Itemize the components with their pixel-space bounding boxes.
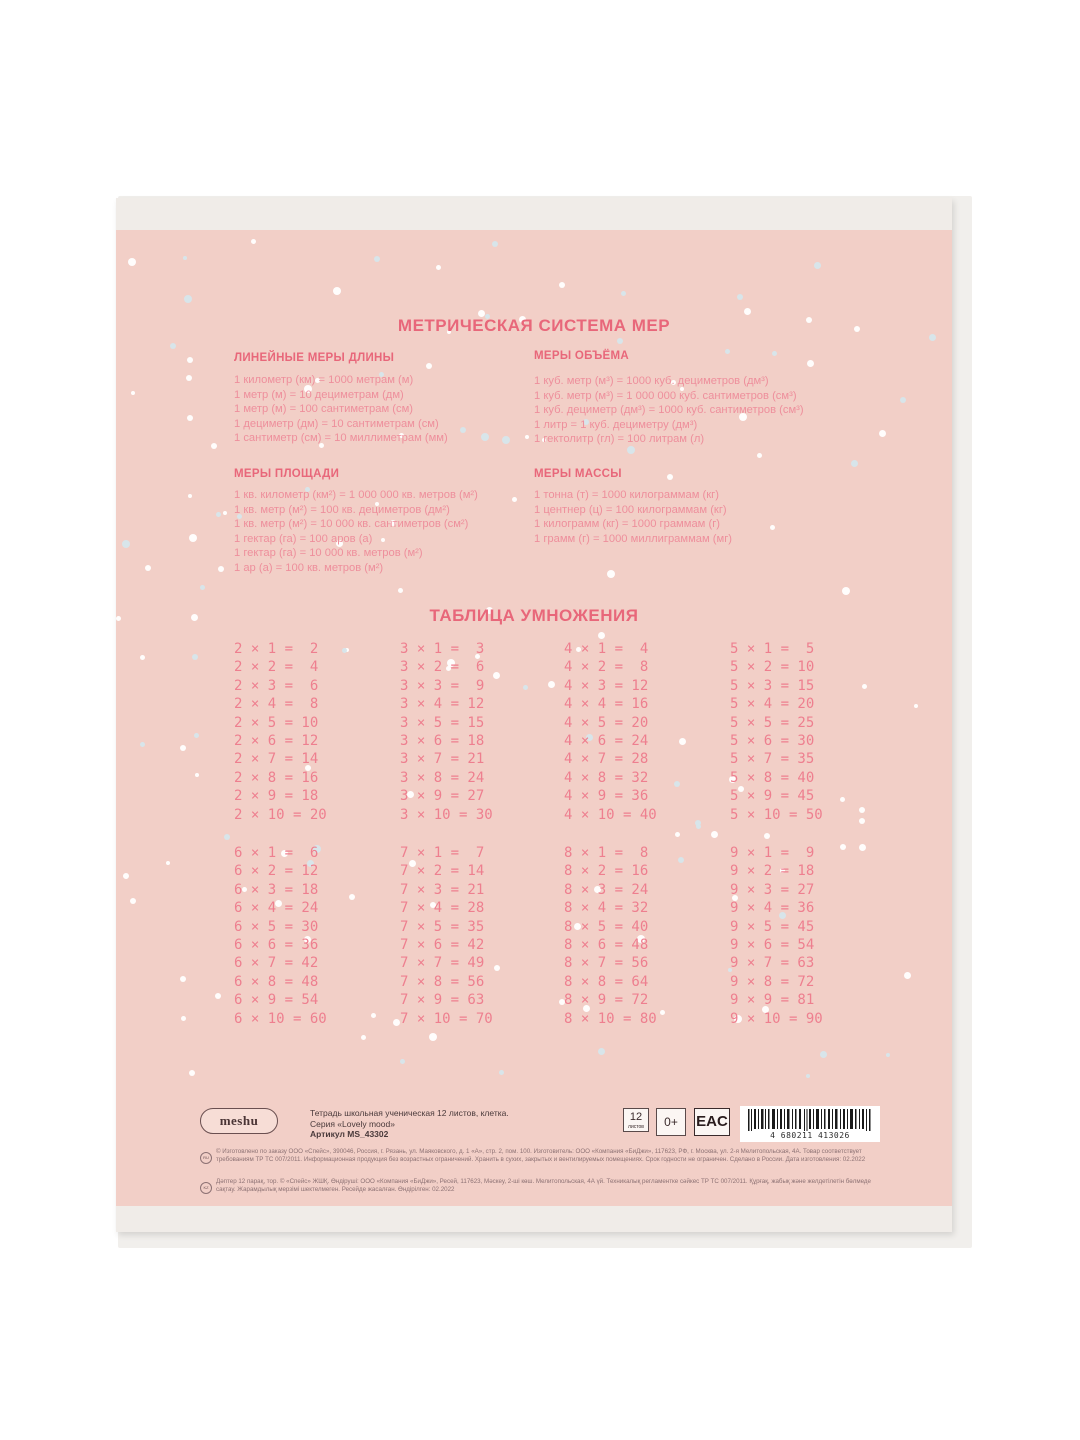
multiplication-row: 6 × 5 = 30 [234, 918, 319, 935]
ru-language-badge: RU [200, 1152, 212, 1164]
multiplication-row: 8 × 6 = 48 [564, 937, 649, 954]
snow-dot [859, 807, 865, 813]
multiplication-row: 7 × 9 = 63 [400, 992, 485, 1009]
multiplication-row: 4 × 5 = 20 [564, 714, 649, 731]
snow-dot [770, 525, 775, 530]
snow-dot [460, 427, 466, 433]
snow-dot [820, 1051, 827, 1058]
area-measure-line: 1 кв. метр (м²) = 10 000 кв. сантиметров (см²) [234, 518, 469, 531]
snow-dot [667, 474, 673, 480]
area-measure-line: 1 ар (а) = 100 кв. метров (м²) [234, 561, 384, 574]
brand-logo [200, 1108, 278, 1134]
multiplication-row: 6 × 9 = 54 [234, 992, 319, 1009]
multiplication-row: 2 × 9 = 18 [234, 788, 319, 805]
multiplication-row: 8 × 7 = 56 [564, 955, 649, 972]
volume-measure-line: 1 куб. метр (м³) = 1000 куб. дециметров (дм³) [534, 375, 769, 387]
snow-dot [361, 1035, 366, 1040]
mass-measure-line: 1 килограмм (кг) = 1000 граммам (г) [534, 518, 720, 531]
snow-dot [859, 818, 865, 824]
mass-measure-line: 1 центнер (ц) = 100 килограммам (кг) [534, 503, 727, 516]
multiplication-row: 8 × 8 = 64 [564, 973, 649, 990]
notebook-back-cover [116, 198, 952, 1232]
product-series: Серия «Lovely mood» [310, 1118, 395, 1129]
multiplication-row: 9 × 10 = 90 [730, 1010, 823, 1027]
area-measure-line: 1 гектар (га) = 100 аров (а) [234, 532, 373, 545]
multiplication-row: 2 × 6 = 12 [234, 733, 319, 750]
snow-dot [559, 282, 565, 288]
multiplication-row: 7 × 10 = 70 [400, 1010, 493, 1027]
snow-dot [674, 781, 680, 787]
multiplication-row: 3 × 6 = 18 [400, 733, 485, 750]
barcode-bars-icon [748, 1109, 872, 1131]
product-info [310, 1108, 509, 1140]
barcode-number: 4 680211 413026 [770, 1131, 850, 1140]
brand-logo-text: meshu [219, 1113, 259, 1128]
snow-dot [607, 570, 615, 578]
snow-dot [180, 976, 186, 982]
multiplication-row: 7 × 4 = 28 [400, 900, 485, 917]
multiplication-row: 3 × 9 = 27 [400, 788, 485, 805]
multiplication-row: 2 × 3 = 6 [234, 677, 319, 694]
sheet-count-badge [623, 1108, 649, 1132]
area-measure-line: 1 кв. километр (км²) = 1 000 000 кв. метров (м²) [234, 489, 478, 501]
multiplication-column-4 [564, 640, 657, 824]
area-measures-title: МЕРЫ ПЛОЩАДИ [234, 468, 340, 480]
multiplication-column-2 [234, 640, 327, 824]
ru-legal-text: © Изготовлено по заказу ООО «Спейс», 390046, Россия, г. Рязань, ул. Маяковского, д. 1 «А», стр. 2, пом. 100. Изготовитель: ООО «Компания «БиДжи», 117623, РФ, г. Москва, ул. 2-я Мелитопольская, 4А. Товар соответствует требованиям ТР ТС 007/2011. Информационная продукция без возрастных ограничений. Хранить в сухих, закрытых и вентилируемых помещениях. Срок годности не ограничен. Сделано в России. Дата изготовления: 02.2022 [216, 1148, 866, 1163]
multiplication-row: 2 × 4 = 8 [234, 696, 319, 713]
snow-dot [122, 540, 130, 548]
snow-dot [128, 258, 136, 266]
snow-dot [499, 1070, 504, 1075]
multiplication-row: 9 × 4 = 36 [730, 900, 815, 917]
snow-dot [130, 898, 136, 904]
snow-dot [170, 343, 176, 349]
snow-dot [187, 357, 193, 363]
multiplication-table-title: ТАБЛИЦА УМНОЖЕНИЯ [429, 606, 639, 625]
multiplication-row: 7 × 3 = 21 [400, 881, 485, 898]
multiplication-row: 6 × 4 = 24 [234, 900, 319, 917]
snow-dot [492, 241, 498, 247]
snow-dot [218, 566, 224, 572]
snow-dot [675, 832, 680, 837]
snow-dot [189, 534, 197, 542]
snow-dot [215, 993, 221, 999]
snow-dot [523, 685, 528, 690]
snow-dot [678, 857, 684, 863]
multiplication-row: 6 × 10 = 60 [234, 1010, 327, 1027]
linear-measure-line: 1 метр (м) = 10 дециметрам (дм) [234, 388, 404, 401]
snow-dot [904, 972, 911, 979]
multiplication-row: 9 × 7 = 63 [730, 955, 815, 972]
multiplication-row: 6 × 8 = 48 [234, 973, 319, 990]
multiplication-row: 2 × 8 = 16 [234, 769, 319, 786]
snow-dot [251, 239, 256, 244]
multiplication-row: 2 × 10 = 20 [234, 806, 327, 823]
snow-dot [914, 704, 918, 708]
multiplication-row: 3 × 10 = 30 [400, 806, 493, 823]
multiplication-row: 5 × 1 = 5 [730, 641, 815, 657]
snow-dot [189, 1070, 195, 1076]
multiplication-row: 4 × 8 = 32 [564, 769, 649, 786]
multiplication-row: 8 × 1 = 8 [564, 845, 649, 861]
multiplication-row: 9 × 2 = 18 [730, 863, 815, 880]
multiplication-column-8 [564, 844, 657, 1028]
snow-dot [211, 443, 217, 449]
multiplication-row: 7 × 1 = 7 [400, 845, 485, 861]
snow-dot [200, 585, 205, 590]
snow-dot [660, 1010, 665, 1015]
multiplication-row: 5 × 10 = 50 [730, 806, 823, 823]
snow-dot [695, 820, 701, 826]
multiplication-row: 7 × 7 = 49 [400, 955, 485, 972]
multiplication-row: 3 × 7 = 21 [400, 751, 485, 768]
multiplication-column-5 [730, 640, 823, 824]
multiplication-row: 9 × 6 = 54 [730, 937, 815, 954]
kz-legal-text: Дәптер 12 парақ, тор. © «Спейс» ЖШҚ. Өндіруші: ООО «Компания «БиДжи», Ресей, 117623, Мәскеу, 2-ші көш. Мелитопольская, 4А үй. Техникалық регламентке сәйкес ТР ТС 007/2011. Құрғақ, жабық және желдетілетін бөлмеде сақтау. Жарамдылық мерзімі шектелмеген. Ресейде жасалған. Өндірілген: 02.2022 [216, 1178, 871, 1193]
multiplication-row: 5 × 2 = 10 [730, 659, 815, 676]
snow-dot [711, 831, 718, 838]
product-article: Артикул MS_43302 [310, 1129, 389, 1139]
sheet-count-caption: листов [628, 1124, 644, 1130]
multiplication-column-3 [400, 640, 493, 824]
age-rating-badge: 0+ [656, 1108, 686, 1136]
multiplication-row: 4 × 2 = 8 [564, 659, 649, 676]
snow-dot [744, 308, 751, 315]
snow-dot [224, 834, 230, 840]
snow-dot [192, 654, 198, 660]
snow-dot [900, 397, 906, 403]
linear-measure-line: 1 километр (км) = 1000 метрам (м) [234, 374, 414, 386]
snow-dot [186, 375, 192, 381]
multiplication-column-6 [234, 844, 327, 1028]
linear-measures-list [234, 373, 448, 446]
multiplication-row: 3 × 2 = 6 [400, 659, 485, 676]
snow-dot [436, 265, 441, 270]
snow-dot [140, 742, 145, 747]
multiplication-row: 4 × 4 = 16 [564, 696, 649, 713]
multiplication-row: 2 × 2 = 4 [234, 659, 319, 676]
snow-dot [598, 632, 605, 639]
linear-measure-line: 1 метр (м) = 100 сантиметрам (см) [234, 403, 414, 416]
multiplication-row: 2 × 7 = 14 [234, 751, 319, 768]
multiplication-row: 6 × 7 = 42 [234, 955, 319, 972]
multiplication-row: 7 × 5 = 35 [400, 918, 485, 935]
multiplication-row: 5 × 4 = 20 [730, 696, 815, 713]
snow-dot [429, 1033, 437, 1041]
multiplication-column-7 [400, 844, 493, 1028]
volume-measures-title: МЕРЫ ОБЪЁМА [534, 350, 630, 362]
snow-dot [621, 291, 626, 296]
snow-dot [840, 797, 845, 802]
cover-bottom-strip [116, 1206, 952, 1232]
multiplication-row: 9 × 9 = 81 [730, 992, 815, 1009]
multiplication-row: 6 × 1 = 6 [234, 845, 319, 861]
multiplication-row: 6 × 6 = 36 [234, 937, 319, 954]
snow-dot [187, 415, 193, 421]
multiplication-row: 4 × 9 = 36 [564, 788, 649, 805]
snow-dot [216, 512, 221, 517]
snow-dot [512, 497, 517, 502]
multiplication-row: 5 × 9 = 45 [730, 788, 815, 805]
volume-measure-line: 1 литр = 1 куб. дециметру (дм³) [534, 418, 698, 431]
multiplication-row: 5 × 8 = 40 [730, 769, 815, 786]
snow-dot [627, 446, 635, 454]
mass-measure-line: 1 тонна (т) = 1000 килограммам (кг) [534, 489, 719, 501]
multiplication-row: 5 × 6 = 30 [730, 733, 815, 750]
snow-dot [525, 435, 529, 439]
volume-measure-line: 1 куб. дециметр (дм³) = 1000 куб. сантиметров (см³) [534, 404, 804, 417]
snow-dot [194, 733, 199, 738]
multiplication-row: 3 × 1 = 3 [400, 641, 485, 657]
snow-dot [806, 1074, 810, 1078]
multiplication-row: 8 × 3 = 24 [564, 881, 649, 898]
multiplication-row: 6 × 3 = 18 [234, 881, 319, 898]
snow-dot [426, 363, 432, 369]
area-measure-line: 1 гектар (га) = 10 000 кв. метров (м²) [234, 547, 423, 560]
snow-dot [862, 684, 867, 689]
volume-measure-line: 1 гектолитр (гл) = 100 литрам (л) [534, 433, 705, 446]
multiplication-row: 8 × 9 = 72 [564, 992, 649, 1009]
snow-dot [814, 262, 821, 269]
multiplication-row: 4 × 7 = 28 [564, 751, 649, 768]
snow-dot [166, 861, 170, 865]
multiplication-row: 9 × 3 = 27 [730, 881, 815, 898]
multiplication-row: 2 × 1 = 2 [234, 641, 319, 657]
snow-dot [617, 338, 623, 344]
snow-dot [181, 1016, 186, 1021]
multiplication-row: 7 × 8 = 56 [400, 973, 485, 990]
multiplication-row: 8 × 10 = 80 [564, 1010, 657, 1027]
multiplication-row: 8 × 4 = 32 [564, 900, 649, 917]
multiplication-row: 3 × 4 = 12 [400, 696, 485, 713]
snow-dot [772, 351, 777, 356]
snow-dot [840, 844, 846, 850]
snow-dot [398, 588, 403, 593]
linear-measures-title: ЛИНЕЙНЫЕ МЕРЫ ДЛИНЫ [234, 352, 395, 364]
area-measure-line: 1 кв. метр (м²) = 100 кв. дециметров (дм²) [234, 503, 450, 516]
snow-dot [679, 738, 686, 745]
snow-dot [481, 433, 489, 441]
snow-dot [494, 965, 500, 971]
multiplication-row: 9 × 5 = 45 [730, 918, 815, 935]
snow-dot [188, 494, 192, 498]
multiplication-row: 9 × 1 = 9 [730, 845, 815, 861]
metric-system-title: МЕТРИЧЕСКАЯ СИСТЕМА МЕР [397, 316, 671, 335]
snow-dot [145, 565, 151, 571]
snow-dot [737, 294, 743, 300]
multiplication-row: 5 × 5 = 25 [730, 714, 815, 731]
snow-dot [180, 745, 186, 751]
snow-dot [493, 672, 500, 679]
multiplication-row: 3 × 8 = 24 [400, 769, 485, 786]
multiplication-row: 4 × 10 = 40 [564, 806, 657, 823]
snow-dot [886, 1053, 890, 1057]
barcode [740, 1106, 880, 1142]
product-description: Тетрадь школьная ученическая 12 листов, клетка. [310, 1108, 509, 1118]
snow-dot [598, 1048, 605, 1055]
multiplication-row: 5 × 7 = 35 [730, 751, 815, 768]
multiplication-row: 3 × 5 = 15 [400, 714, 485, 731]
eac-certification-icon: EAC [694, 1108, 730, 1136]
multiplication-row: 4 × 3 = 12 [564, 677, 649, 694]
snow-dot [393, 1019, 400, 1026]
multiplication-column-9 [730, 844, 823, 1028]
multiplication-row: 2 × 5 = 10 [234, 714, 319, 731]
snow-dot [725, 349, 730, 354]
multiplication-row: 6 × 2 = 12 [234, 863, 319, 880]
multiplication-row: 7 × 2 = 14 [400, 863, 485, 880]
snow-dot [223, 511, 227, 515]
volume-measures-list [534, 374, 804, 447]
snow-dot [757, 453, 762, 458]
snow-dot [195, 773, 199, 777]
snow-dot [851, 460, 858, 467]
snow-dot [374, 256, 380, 262]
snow-dot [140, 655, 145, 660]
snow-dot [859, 844, 866, 851]
multiplication-row: 4 × 6 = 24 [564, 733, 649, 750]
mass-measures-list [534, 488, 732, 546]
multiplication-row: 9 × 8 = 72 [730, 973, 815, 990]
snow-dot [879, 430, 886, 437]
kz-language-badge: KZ [200, 1182, 212, 1194]
linear-measure-line: 1 сантиметр (см) = 10 миллиметрам (мм) [234, 432, 448, 445]
multiplication-row: 7 × 6 = 42 [400, 937, 485, 954]
multiplication-row: 4 × 1 = 4 [564, 641, 649, 657]
sheet-count: 12 [629, 1111, 643, 1123]
multiplication-row: 8 × 5 = 40 [564, 918, 649, 935]
snow-dot [548, 681, 555, 688]
snow-dot [123, 873, 129, 879]
snow-dot [131, 391, 135, 395]
volume-measure-line: 1 куб. метр (м³) = 1 000 000 куб. сантиметров (см³) [534, 389, 797, 402]
multiplication-row: 3 × 3 = 9 [400, 677, 485, 694]
area-measures-list [234, 488, 478, 576]
snow-dot [184, 295, 192, 303]
mass-measure-line: 1 грамм (г) = 1000 миллиграммам (мг) [534, 532, 733, 545]
snow-dot [342, 648, 347, 653]
multiplication-row: 8 × 2 = 16 [564, 863, 649, 880]
linear-measure-line: 1 дециметр (дм) = 10 сантиметрам (см) [234, 417, 439, 430]
snow-dot [764, 833, 770, 839]
snow-dot [371, 1013, 376, 1018]
mass-measures-title: МЕРЫ МАССЫ [534, 468, 622, 480]
snow-dot [349, 894, 355, 900]
snow-dot [842, 587, 850, 595]
snow-dot [400, 1059, 405, 1064]
snow-dot [807, 360, 814, 367]
snow-dot [502, 436, 510, 444]
multiplication-row: 5 × 3 = 15 [730, 677, 815, 694]
snow-dot [183, 256, 187, 260]
snow-dot [333, 287, 341, 295]
